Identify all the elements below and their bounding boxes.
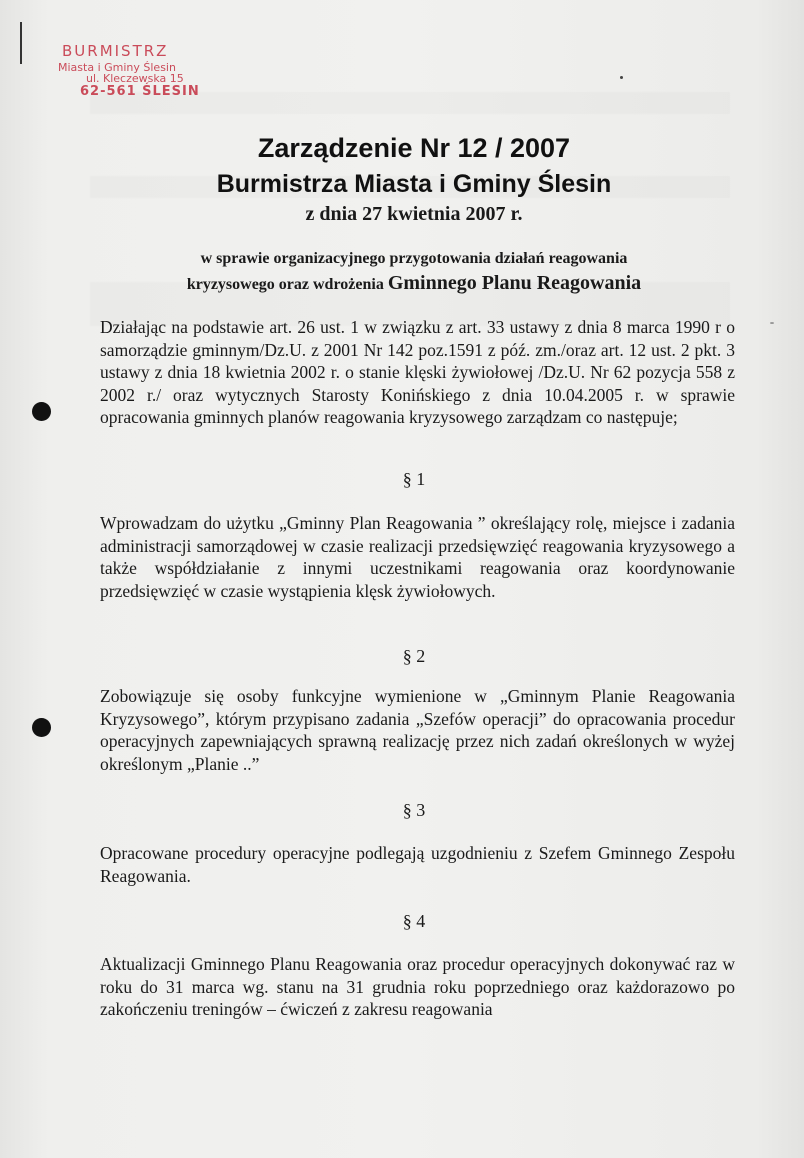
section-heading: § 4 bbox=[402, 911, 426, 931]
subject-plan-name: Gminnego Planu Reagowania bbox=[387, 272, 642, 294]
subject-text: kryzysowego oraz wdrożenia bbox=[186, 276, 384, 293]
scan-speck bbox=[620, 76, 623, 79]
subject-line: w sprawie organizacyjnego przygotowania działań reagowania bbox=[200, 250, 628, 267]
stamp-line: ul. Kleczewska 15 bbox=[86, 72, 184, 86]
section-heading: § 1 bbox=[402, 469, 426, 489]
section-heading: § 2 bbox=[402, 646, 426, 666]
stamp-line: 62-561 ŚLESIN bbox=[80, 83, 200, 99]
document-issuer: Burmistrza Miasta i Gminy Ślesin bbox=[216, 170, 612, 198]
punch-hole bbox=[32, 718, 51, 737]
scan-edge-mark bbox=[20, 22, 22, 64]
stamp-line: BURMISTRZ bbox=[62, 42, 169, 60]
legal-basis-paragraph: Działając na podstawie art. 26 ust. 1 w związku z art. 33 ustawy z dnia 8 marca 1990 r o samorządzie gminnym/Dz.U. z 2001 Nr 142 poz.1591 z póź. zm./oraz art. 12 ust. 2 pkt. 3 ustawy z dnia 18 kwietnia 2002 r. o stanie klęski żywiołowej /Dz.U. Nr 62 pozycja 558 z 2002 r./ oraz wytycznych Starosty Konińskiego z dnia 10.04.2005 r. w sprawie opracowania gminnych planów reagowania kryzysowego zarządzam co następuje; bbox=[100, 317, 735, 427]
punch-hole bbox=[32, 402, 51, 421]
scan-speck bbox=[770, 322, 774, 324]
section-text: Wprowadzam do użytku „Gminny Plan Reagowania ” określający rolę, miejsce i zadania administracji samorządowej w czasie realizacji przedsięwzięć reagowania kryzysowego a także współdziałanie z innymi uczestnikami reagowania oraz koordynowanie przedsięwzięć w czasie wystąpienia klęsk żywiołowych. bbox=[100, 513, 735, 601]
section-text: Zobowiązuje się osoby funkcyjne wymienione w „Gminnym Planie Reagowania Kryzysowego”, którym przypisano zadania „Szefów operacji” do opracowania procedur operacyjnych zapewniających sprawną realizację przez nich zadań określonych w wyżej określonym „Planie ..” bbox=[100, 686, 735, 774]
section-heading: § 3 bbox=[402, 800, 426, 820]
office-stamp bbox=[56, 44, 236, 98]
stamp-line: Miasta i Gminy Ślesin bbox=[58, 60, 176, 74]
document-title: Zarządzenie Nr 12 / 2007 bbox=[257, 133, 571, 163]
subject-line bbox=[12, 271, 804, 297]
section-text: Aktualizacji Gminnego Planu Reagowania oraz procedur operacyjnych dokonywać raz w roku do 31 marca wg. stanu na 31 grudnia roku poprzedniego oraz każdorazowo po zakończeniu treningów – ćwiczeń z zakresu reagowania bbox=[100, 954, 735, 1019]
document-subject bbox=[12, 246, 804, 297]
section-text: Opracowane procedury operacyjne podlegają uzgodnieniu z Szefem Gminnego Zespołu Reagowania. bbox=[100, 843, 735, 886]
document-date: z dnia 27 kwietnia 2007 r. bbox=[305, 203, 523, 225]
